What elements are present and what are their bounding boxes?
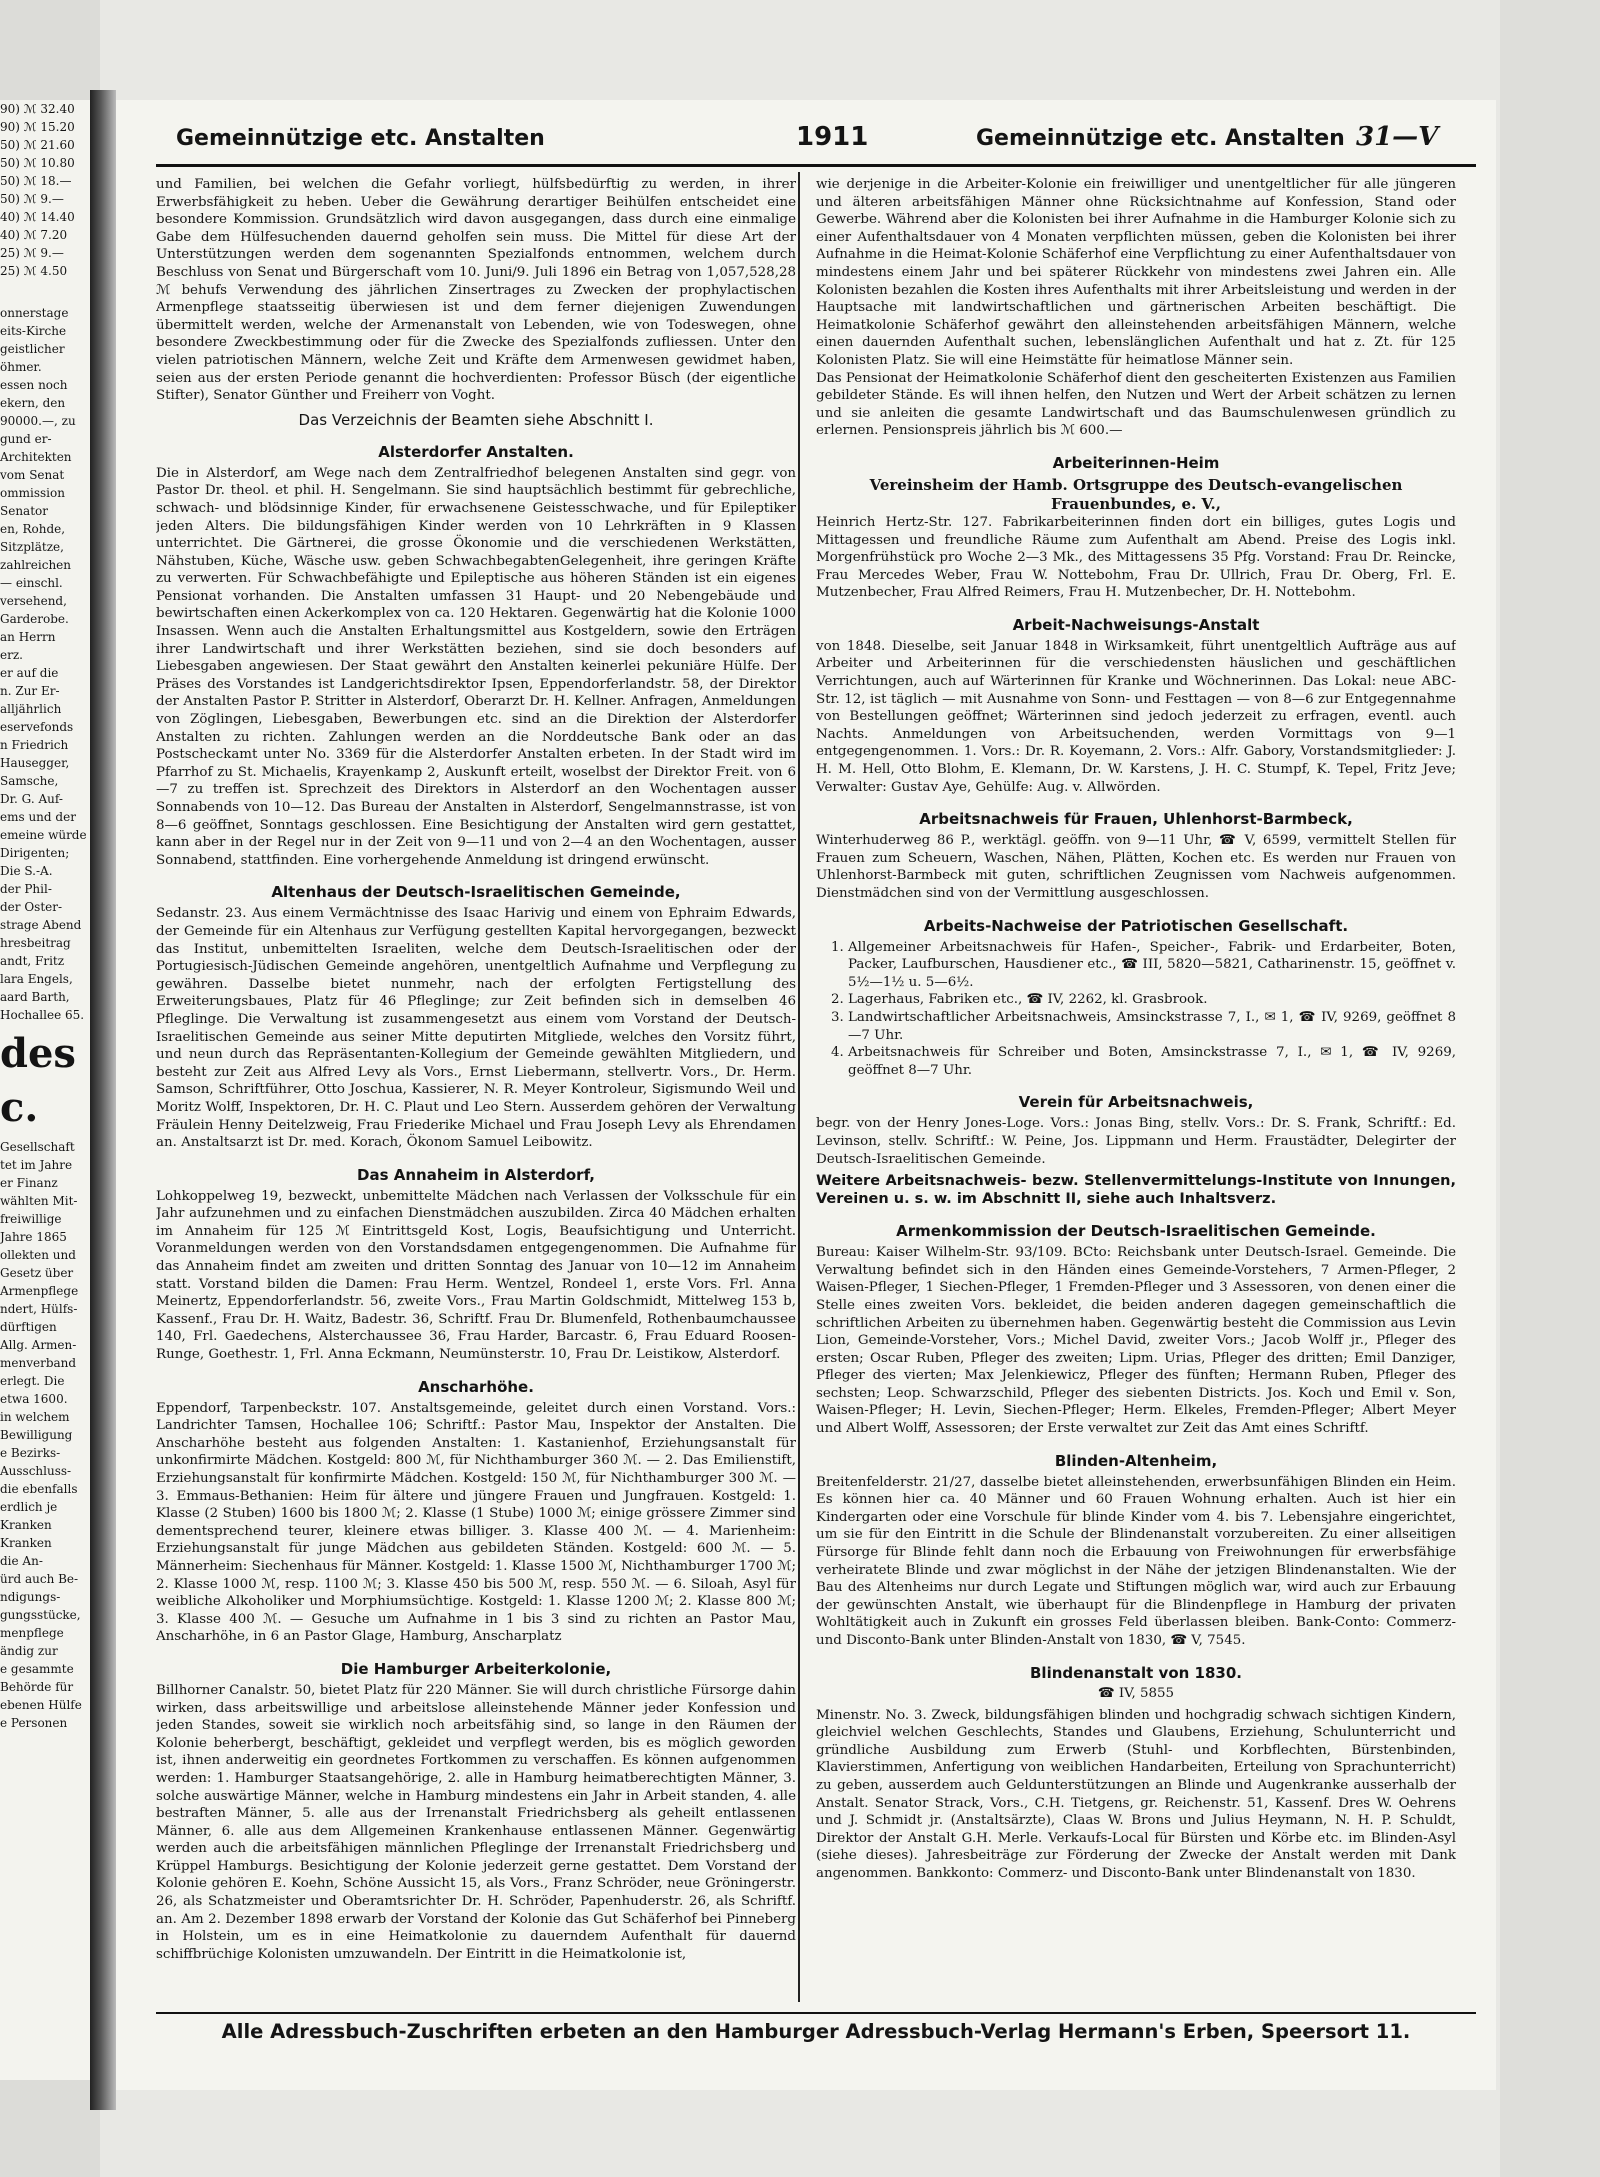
section-title: Arbeits-Nachweise der Patriotischen Gesellschaft.	[923, 916, 1349, 935]
strip-line: 90) ℳ 15.20	[0, 120, 75, 134]
strip-line: ndert, Hülfs-	[0, 1302, 78, 1316]
header-left-title: Gemeinnützige etc. Anstalten	[176, 126, 545, 151]
strip-line: geistlicher	[0, 342, 65, 356]
strip-line: ndigungs-	[0, 1590, 61, 1604]
strip-line: der Oster-	[0, 900, 63, 914]
strip-line: 40) ℳ 7.20	[0, 228, 68, 242]
strip-line: Die S.-A.	[0, 864, 53, 878]
strip-line: erdlich je	[0, 1500, 58, 1514]
header-rule	[156, 164, 1476, 167]
strip-line: in welchem	[0, 1410, 70, 1424]
weitere-note: Weitere Arbeitsnachweis- bezw. Stellenvermittelungs-Institute von Innungen, Vereinen u. s. w. im Abschnitt II, siehe auch Inhaltsverz.	[816, 1173, 1456, 1208]
beamten-note: Das Verzeichnis der Beamten siehe Abschnitt I.	[298, 410, 654, 429]
section-title: Armenkommission der Deutsch-Israelitischen Gemeinde.	[896, 1222, 1376, 1241]
footer-notice: Alle Adressbuch-Zuschriften erbeten an den Hamburger Adressbuch-Verlag Hermann's Erben, Speersort 11.	[156, 2012, 1476, 2056]
strip-line: c.	[0, 1084, 39, 1131]
section-arbeiterinnen-heim	[816, 454, 1456, 602]
column-divider	[798, 172, 800, 2002]
strip-line: — einschl.	[0, 576, 63, 590]
section-text: Sedanstr. 23. Aus einem Vermächtnisse des Isaac Harivig und einem von Ephraim Edwards, der Gemeinde für ein Altenhaus zur Verfügung gestellten Kapital hervorgegangen, bezweckt das Institut, unbemittelten Israeliten, welche dem Deutsch-Israelitischen oder der Portugiesisch-Jüdischen Gemeinde angehören, unentgeltlich Aufnahme und Verpflegung zu gewähren. Dasselbe bietet nunmehr, nach der erfolgten Fertigstellung des Erweiterungsbaues, Platz für 46 Pfleglinge; zur Zeit befinden sich in demselben 46 Pfleglinge. Die Verwaltung ist zusammengesetzt aus einem vom Vorstand der Deutsch-Israelitischen Gemeinde aus seiner Mitte deputirten Mitgliede, welches den Vorsitz führt, und neun durch das Repräsentanten-Kollegium der Gemeinde gewählten Mitgliedern, und besteht zur Zeit aus Alfred Levy als Vors., Ernst Liebermann, stellvertr. Vors., Dr. Herm. Samson, Schriftführer, Otto Joschua, Kassierer, N. R. Meyer Kontroleur, Sigismundo Weil und Moritz Wolff, Inspektoren, Dr. H. C. Plaut und Leo Stern. Ausserdem gehören der Verwaltung Fräulein Henny Deitelzweig, Frau Friederike Michael und Frau Joseph Levy als Ehrendamen an. Anstaltsarzt ist Dr. med. Korach, Ökonom Samuel Leibowitz.	[156, 906, 796, 1151]
section-text: Lohkoppelweg 19, bezweckt, unbemittelte Mädchen nach Verlassen der Volksschule für ein Jahr aufzunehmen und zu einfachen Dienstmädchen auszubilden. Zirca 40 Mädchen erhalten im Annaheim für 125 ℳ Eintrittsgeld Kost, Logis, Beaufsichtigung und Unterricht. Voranmeldungen werden von den Vorstandsdamen entgegengenommen. Die Aufnahme für das Annaheim findet am zweiten und dritten Sonntag des Januar von 10—12 im Annaheim statt. Vorstand bilden die Damen: Frau Herm. Wentzel, Rondeel 1, erste Vors. Frl. Anna Meinertz, Eppendorferlandstr. 56, zweite Vors., Frau Martin Goldschmidt, Mittelweg 153 b, Kassenf., Frau Dr. H. Waitz, Badestr. 36, Schriftf. Frau Dr. Blumenfeld, Rothenbaumchaussee 140, Frl. Gaedechens, Alsterchaussee 36, Frau Harder, Barcastr. 6, Frau Eduard Roosen-Runge, Goethestr. 1, Frl. Anna Eckmann, Neumünsterstr. 10, Frau Dr. Leistikow, Alsterdorf.	[156, 1188, 796, 1363]
strip-line: gund er-	[0, 432, 52, 446]
strip-line: alljährlich	[0, 702, 62, 716]
list-item: 1. Allgemeiner Arbeitsnachweis für Hafen-, Speicher-, Fabrik- und Erdarbeiter, Boten, Packer, Laufburschen, Hausdiener etc., ☎ III, 5820—5821, Catharinenstr. 15, geöffnet v. 5½—1½ u. 5—6½.	[848, 939, 1456, 992]
strip-line: eservefonds	[0, 720, 74, 734]
strip-line: lara Engels,	[0, 972, 73, 986]
section-title: Die Hamburger Arbeiterkolonie,	[340, 1659, 612, 1678]
strip-line: zahlreichen	[0, 558, 71, 572]
list-item: 4. Arbeitsnachweis für Schreiber und Boten, Amsinckstrasse 7, I., ✉ 1, ☎ IV, 9269, geöffnet 8—7 Uhr.	[848, 1044, 1456, 1079]
strip-line: n. Zur Er-	[0, 684, 60, 698]
strip-line: 50) ℳ 9.—	[0, 192, 64, 206]
strip-line: 50) ℳ 18.—	[0, 174, 72, 188]
strip-line: andt, Fritz	[0, 954, 65, 968]
phone-number: ☎ IV, 5855	[1097, 1685, 1175, 1701]
section-arbeit-nachweisungs-anstalt	[816, 616, 1456, 796]
section-armenwesen-intro	[156, 176, 796, 429]
strip-line: Kranken	[0, 1518, 52, 1532]
section-text: Breitenfelderstr. 21/27, dasselbe bietet alleinstehenden, erwerbsunfähigen Blinden ein Heim. Es können hier ca. 40 Männer und 60 Frauen Wohnung erhalten. Auch ist hier ein Kindergarten oder eine Vorschule für blinde Kinder vom 4. bis 7. Lebensjahre eingerichtet, um sie für den Eintritt in die Schule der Blindenanstalt vorzubereiten. Zu einer allseitigen Fürsorge für Blinde fehlt dann noch die Erbauung von Freiwohnungen für erwerbsfähige verheiratete Blinde und zwar möglichst in der Nähe der jetzigen Blindenanstalten. Wie der Bau des Altenheims nur durch Legate und Stiftungen möglich war, wird auch zur Erbauung der gewünschten Anstalt, wie überhaupt für die Blindenpflege in Hamburg der privaten Wohltätigkeit auch in Zukunft ein grosses Feld überlassen bleiben. Bank-Conto: Commerz- und Disconto-Bank unter Blinden-Anstalt von 1830, ☎ V, 7545.	[816, 1474, 1456, 1648]
section-text: von 1848. Dieselbe, seit Januar 1848 in Wirksamkeit, führt unentgeltlich Aufträge aus auf Arbeiter und Arbeiterinnen für die verschiedensten häuslichen und geschäftlichen Verrichtungen, auch auf Wärterinnen für Kranke und Wöchnerinnen. Das Lokal: neue ABC-Str. 12, ist täglich — mit Ausnahme von Sonn- und Festtagen — von 8—6 zur Entgegennahme von Bestellungen geöffnet; Wärterinnen sind jedoch jederzeit zu erfragen, eventl. auch Nachts. Anmeldungen von Arbeitsuchenden, werden Vormittags von 9—1 entgegengenommen. 1. Vors.: Dr. R. Koyemann, 2. Vors.: Alfr. Gabory, Vorstandsmitglieder: J. H. M. Hell, Otto Blohm, E. Klemann, Dr. W. Karstens, J. H. C. Stumpf, K. Tepel, Fritz Jeve; Verwalter: Gustav Aye, Gehülfe: Aug. v. Allwörden.	[816, 638, 1456, 795]
strip-line: ekern, den	[0, 396, 66, 410]
section-patriotische-gesellschaft	[816, 917, 1456, 1080]
strip-line: die An-	[0, 1554, 43, 1568]
section-title: Verein für Arbeitsnachweis,	[1018, 1093, 1254, 1112]
strip-line: des	[0, 1030, 76, 1077]
strip-line: dürftigen	[0, 1320, 57, 1334]
section-altenhaus	[156, 883, 796, 1151]
strip-line: Hausegger,	[0, 756, 70, 770]
strip-line: tet im Jahre	[0, 1158, 73, 1172]
strip-line: Hochallee 65.	[0, 1008, 85, 1022]
strip-line: er Finanz	[0, 1176, 58, 1190]
section-text: Minenstr. No. 3. Zweck, bildungsfähigen blinden und hochgradig schwach sichtigen Kindern, gleichviel welchen Geschlechts, Standes und Glaubens, Erziehung, Schulunterricht und gründliche Ausbildung zum Erwerb (Stuhl- und Korbflechten, Bürstenbinden, Klavierstimmen, Anfertigung von weiblichen Handarbeiten, Erteilung von Sprachunterricht) zu geben, ausserdem auch Geldunterstützungen an Blinde und Augenkranke ausserhalb der Anstalt. Senator Strack, Vors., C.H. Tietgens, gr. Reichenstr. 51, Kassenf. Dres W. Oehrens und J. Schmidt jr. (Anstaltsärzte), Claas W. Brons und Julius Heymann, N. H. P. Schuldt, Direktor der Anstalt G.H. Merle. Verkaufs-Local für Bürsten und Körbe etc. im Blinden-Asyl (siehe dieses). Jahresbeiträge zur Förderung der Zwecke der Anstalt werden mit Dank angenommen. Bankkonto: Commerz- und Disconto-Bank unter Blindenanstalt von 1830.	[816, 1707, 1456, 1881]
section-text: wie derjenige in die Arbeiter-Kolonie ein freiwilliger und unentgeltlicher für alle jüngeren und älteren arbeitsfähigen Männer ohne Rücksichtnahme auf Konfession, Stand oder Gewerbe. Während aber die Kolonisten bei ihrer Aufnahme in die Hamburger Kolonie sich zu einer Aufenthaltsdauer von 4 Monaten verpflichten müssen, geben die Kolonisten bei ihrer Aufnahme in die Heimat-Kolonie Schäferhof eine Verpflichtung zu einer Aufenthaltsdauer von mindestens einem Jahr und bei späterer Rückkehr von mindestens zwei Jahren ein. Alle Kolonisten bezahlen die Kosten ihres Aufenthalts mit ihrer Arbeitsleistung und werden in der Hauptsache mit landwirtschaftlichen und gärtnerischen Arbeiten beschäftigt. Die Heimatkolonie Schäferhof gewährt den alleinstehenden arbeitsfähigen Männern, welche einen dauernden Aufenthalt suchen, lebenslänglichen Aufenthalt und hat z. Zt. für 125 Kolonisten Platz. Sie will eine Heimstätte für heimatlose Männer sein.	[816, 177, 1456, 368]
section-arbeiterkolonie	[156, 1660, 796, 1964]
section-blinden-altenheim	[816, 1452, 1456, 1650]
strip-line: eits-Kirche	[0, 324, 67, 338]
strip-line: Sitzplätze,	[0, 540, 64, 554]
strip-line: 90000.—, zu	[0, 414, 76, 428]
strip-line: die ebenfalls	[0, 1482, 78, 1496]
book-gutter	[90, 90, 116, 2110]
section-text: Eppendorf, Tarpenbeckstr. 107. Anstaltsgemeinde, geleitet durch einen Vorstand. Vors.: Landrichter Tamsen, Hochallee 106; Schriftf.: Pastor Mau, Inspektor der Anstalten. Die Anscharhöhe besteht aus folgenden Anstalten: 1. Kastanienhof, Erziehungsanstalt für unkonfirmirte Mädchen. Kostgeld: 800 ℳ, für Nichthamburger 360 ℳ. — 2. Das Emilienstift, Erziehungsanstalt für konfirmirte Mädchen. Kostgeld: 150 ℳ, für Nichthamburger 300 ℳ. — 3. Emmaus-Bethanien: Heim für ältere und jüngere Frauen und Jungfrauen. Kostgeld: 1. Klasse (2 Stuben) 1600 bis 1800 ℳ; 2. Klasse (1 Stube) 1000 ℳ; einige grössere Zimmer sind dementsprechend teurer, kleinere etwas billiger. 3. Klasse 400 ℳ. — 4. Marienheim: Erziehungsanstalt für junge Mädchen aus gebildeten Ständen. Kostgeld: 600 ℳ. — 5. Männerheim: Siechenhaus für Männer. Kostgeld: 1. Klasse 1500 ℳ, Nichthamburger 1700 ℳ; 2. Klasse 1000 ℳ, resp. 1100 ℳ; 3. Klasse 450 bis 500 ℳ, resp. 550 ℳ. — 6. Siloah, Asyl für weibliche Alkoholiker und Morphiumsüchtige. Kostgeld: 1. Klasse 1200 ℳ; 2. Klasse 800 ℳ; 3. Klasse 400 ℳ. — Gesuche um Aufnahme in 1 bis 3 sind zu richten an Pastor Mau, Anscharhöhe, in 6 an Pastor Glage, Hamburg, Anscharplatz	[156, 1400, 796, 1645]
strip-line: erlegt. Die	[0, 1374, 65, 1388]
strip-line: versehend,	[0, 594, 67, 608]
section-text: begr. von der Henry Jones-Loge. Vors.: Jonas Bing, stellv. Vors.: Dr. S. Frank, Schriftf.: Ed. Levinson, stellv. Schriftf.: W. Peine, Jos. Lippmann und Herm. Fraustädter, Delegirter der Deutsch-Israelitischen Gemeinde.	[816, 1116, 1456, 1167]
section-title: Blindenanstalt von 1830.	[1030, 1663, 1242, 1682]
strip-line: en, Rohde,	[0, 522, 66, 536]
section-title: Arbeiterinnen-Heim	[1052, 453, 1220, 472]
strip-line: 50) ℳ 21.60	[0, 138, 75, 152]
section-title: Arbeitsnachweis für Frauen, Uhlenhorst-Barmbeck,	[919, 810, 1353, 829]
section-text: Winterhuderweg 86 P., werktägl. geöffn. von 9—11 Uhr, ☎ V, 6599, vermittelt Stellen für Frauen zum Scheuern, Waschen, Nähen, Plätten, Kochen etc. Es werden nur Frauen von Uhlenhorst-Barmbeck mit guten, schriftlichen Zeugnissen vom Nachweis aufgenommen. Dienstmädchen sind von der Vermittlung ausgeschlossen.	[816, 833, 1456, 901]
strip-line: e Bezirks-	[0, 1446, 61, 1460]
strip-line: ändig zur	[0, 1644, 58, 1658]
strip-line: öhmer.	[0, 360, 42, 374]
strip-line: ems und der	[0, 810, 76, 824]
strip-line: essen noch	[0, 378, 68, 392]
strip-line: e gesammte	[0, 1662, 74, 1676]
numbered-list	[816, 939, 1456, 1080]
adjacent-large-heading	[0, 1030, 90, 1132]
list-item: 3. Landwirtschaftlicher Arbeitsnachweis, Amsinckstrasse 7, I., ✉ 1, ☎ IV, 9269, geöffnet 8—7 Uhr.	[848, 1009, 1456, 1044]
section-subheading: Vereinsheim der Hamb. Ortsgruppe des Deutsch-evangelischen Frauenbundes, e. V.,	[869, 475, 1403, 513]
section-title: Arbeit-Nachweisungs-Anstalt	[1012, 615, 1260, 634]
strip-line: erz.	[0, 648, 23, 662]
section-arbeitsnachweis-frauen	[816, 810, 1456, 902]
strip-line: ollekten und	[0, 1248, 76, 1262]
strip-line: aard Barth,	[0, 990, 70, 1004]
strip-line: Kranken	[0, 1536, 52, 1550]
strip-line: ommission	[0, 486, 65, 500]
section-title: Das Annaheim in Alsterdorf,	[357, 1165, 595, 1184]
strip-line: Allg. Armen-	[0, 1338, 77, 1352]
section-annaheim	[156, 1166, 796, 1364]
adjacent-price-lines	[0, 100, 90, 280]
section-title: Alsterdorfer Anstalten.	[378, 442, 574, 461]
strip-line: vom Senat	[0, 468, 65, 482]
strip-line: Jahre 1865	[0, 1230, 67, 1244]
pensionat-text: Das Pensionat der Heimatkolonie Schäferhof dient den gescheiterten Existenzen aus Familien gebildeter Stände. Es will ihnen helfen, den Nutzen und Wert der Arbeit schätzen zu lernen und sie anleiten die gesamte Landwirtschaft und das Baumschulenwesen gründlich zu erlernen. Pensionspreis jährlich bis ℳ 600.—	[816, 370, 1456, 439]
strip-line: Dirigenten;	[0, 846, 70, 860]
strip-line: 25) ℳ 4.50	[0, 264, 68, 278]
strip-line: hresbeitrag	[0, 936, 71, 950]
strip-line: an Herrn	[0, 630, 56, 644]
section-title: Blinden-Altenheim,	[1054, 1451, 1218, 1470]
strip-line: ürd auch Be-	[0, 1572, 79, 1586]
strip-line: menverband	[0, 1356, 77, 1370]
strip-line: gungsstücke,	[0, 1608, 81, 1622]
left-column	[156, 176, 796, 2001]
strip-line: Senator	[0, 504, 48, 518]
section-alsterdorf	[156, 443, 796, 870]
strip-line: freiwillige	[0, 1212, 62, 1226]
header-year: 1911	[796, 122, 869, 152]
section-text: Billhorner Canalstr. 50, bietet Platz für 220 Männer. Sie will durch christliche Fürsorge dahin wirken, dass arbeitswillige und arbeitslose alleinstehende Männer jeder Konfession und jeden Standes, soweit sie wirklich noch arbeitsfähig sind, so lange in den Räumen der Kolonie beherbergt, beschäftigt, gekleidet und verpflegt werden, bis es möglich geworden ist, ihnen anderweitig ein geordnetes Fortkommen zu verschaffen. Es können aufgenommen werden: 1. Hamburger Staatsangehörige, 2. alle in Hamburg heimatberechtigten Männer, 3. solche auswärtige Männer, welche in Hamburg mindestens ein Jahr in Arbeit standen, 4. alle bestraften Männer, 5. alle aus der Irrenanstalt Friedrichsberg als geheilt entlassenen Männer, 6. alle aus dem Allgemeinen Krankenhause entlassenen Männer. Gegenwärtig werden auch die arbeitsfähigen männlichen Pfleglinge der Irrenanstalt Friedrichsberg und Krüppel Hamburgs. Besichtigung der Kolonie jederzeit gerne gestattet. Dem Vorstand der Kolonie gehören E. Koehn, Schöne Aussicht 15, als Vors., Franz Schröder, neue Gröningerstr. 26, als Schatzmeister und Oberamtsrichter Dr. H. Schröder, Papenhuderstr. 26, als Schriftf. an. Am 2. Dezember 1898 erwarb der Vorstand der Kolonie das Gut Schäferhof bei Pinneberg in Holstein, um es in eine Heimatkolonie zu dauerndem Aufenthalt für dauernd schiffbrüchige Kolonisten umzuwandeln. Der Eintritt in die Heimatkolonie ist,	[156, 1682, 796, 1962]
section-text: Bureau: Kaiser Wilhelm-Str. 93/109. BCto: Reichsbank unter Deutsch-Israel. Gemeinde. Die Verwaltung befindet sich in den Händen eines Gemeinde-Vorstehers, 7 Armen-Pfleger, 2 Waisen-Pfleger, 1 Siechen-Pfleger, 1 Fremden-Pfleger und 3 Assessoren, von denen einer die Stelle eines zweiten Vors. bekleidet, die beiden anderen dagegen gemeinschaftlich die schriftlichen Arbeiten zu übernehmen haben. Gegenwärtig besteht die Commission aus Levin Lion, Gemeinde-Vorsteher, Vors.; Michel David, zweiter Vors.; Jacob Wolff jr., Pfleger des ersten; Oscar Ruben, Pfleger des zweiten; Lipm. Urias, Pfleger des dritten; Emil Danziger, Pfleger des vierten; Max Jelenkiewicz, Pfleger des fünften; Hermann Ruben, Pfleger des sechsten; Leop. Schwarzschild, Pfleger des siebenten Districts. Jos. Koch und Emil v. Son, Waisen-Pfleger; H. Levin, Siechen-Pfleger; Herm. Elkeles, Fremden-Pfleger; Albert Meyer und Albert Wolff, Assessoren; der Erste verwaltet zur Zeit das Amt eines Schriftf.	[816, 1245, 1456, 1437]
list-item: 2. Lagerhaus, Fabriken etc., ☎ IV, 2262, kl. Grasbrook.	[848, 991, 1456, 1009]
header-right-title: Gemeinnützige etc. Anstalten	[976, 126, 1345, 151]
strip-line: Ausschluss-	[0, 1464, 72, 1478]
strip-line: Gesetz über	[0, 1266, 74, 1280]
strip-line: Armenpflege	[0, 1284, 79, 1298]
section-text: Heinrich Hertz-Str. 127. Fabrikarbeiterinnen finden dort ein billiges, gutes Logis und Mittagessen und freundliche Räume zum Aufenthalt am Abend. Preise des Logis inkl. Morgenfrühstück pro Woche 2—3 Mk., des Mittagessens 35 Pfg. Vorstand: Frau Dr. Reincke, Frau Mercedes Weber, Frau W. Nottebohm, Frau Dr. Ullrich, Frau Dr. Oberg, Frl. E. Mutzenbecher, Frau Alfred Reimers, Frau H. Mutzenbecher, Dr. H. Nottebohm.	[816, 514, 1456, 601]
strip-line: Behörde für	[0, 1680, 74, 1694]
adjacent-text-lines	[0, 304, 90, 1024]
section-text: Die in Alsterdorf, am Wege nach dem Zentralfriedhof belegenen Anstalten sind gegr. von Pastor Dr. theol. et phil. H. Sengelmann. Sie sind hauptsächlich bestimmt für gebrechliche, schwach- und blödsinnige Kinder, für erwachsenene Geistesschwache, und für Epileptiker jeden Alters. Die bildungsfähigen Kinder werden von 10 Lehrkräften in 9 Klassen unterrichtet. Die Gärtnerei, die grosse Ökonomie und die verschiedenen Werkstätten, Nähstuben, Küche, Wäsche usw. geben SchwachbegabtenGelegenheit, ihre geringen Kräfte zu verwerten. Für Schwachbefähigte und Epileptische aus höheren Ständen ist ein eigenes Pensionat vorhanden. Die Anstalten umfassen 31 Haupt- und 20 Nebengebäude und bewirtschaften einen Ackerkomplex von ca. 120 Hektaren. Gegenwärtig hat die Kolonie 1000 Insassen. Wenn auch die Anstalten Erhaltungsmittel aus Kostgeldern, sowie den Erträgen ihrer Landwirtschaft und ihrer Werkstätten beziehen, sind sie doch besonders auf Liebesgaben angewiesen. Der Staat gewährt den Anstalten keinerlei pekuniäre Hülfe. Der Präses des Vorstandes ist Landgerichtsdirektor Ipsen, Eppendorferlandstr. 58, der Direktor der Anstalten Pastor P. Stritter in Alsterdorf, Oberarzt Dr. H. Kellner. Anfragen, Anmeldungen von Zöglingen, Liebesgaben, Bewerbungen etc. sind an die Direktion der Alsterdorfer Anstalten zu richten. Zahlungen werden an die Norddeutsche Bank oder an das Postscheckamt unter No. 3369 für die Alsterdorfer Anstalten erbeten. In der Stadt wird im Pfarrhof zu St. Michaelis, Krayenkamp 2, Auskunft erteilt, woselbst der Direktor Freit. von 6—7 zu treffen ist. Sprechzeit des Direktors in Alsterdorf an den Wochentagen ausser Sonnabends von 10—12. Das Bureau der Anstalten in Alsterdorf, Sengelmannstrasse, ist von 8—6 geöffnet, Sonntags geschlossen. Eine Besichtigung der Anstalten wird gern gestattet, kann aber in der Regel nur in der Zeit von 9—11 und von 2—4 an den Wochentagen, ausser Sonnabend, stattfinden. Eine vorhergehende Anmeldung ist dringend erwünscht.	[156, 465, 796, 868]
strip-line: onnerstage	[0, 306, 69, 320]
section-blindenanstalt-1830	[816, 1664, 1456, 1883]
strip-line: der Phil-	[0, 882, 52, 896]
strip-line: wählten Mit-	[0, 1194, 78, 1208]
strip-line: 40) ℳ 14.40	[0, 210, 75, 224]
strip-line: menpflege	[0, 1626, 64, 1640]
strip-line: Dr. G. Auf-	[0, 792, 63, 806]
adjacent-text-lines-lower	[0, 1138, 90, 1732]
section-title: Altenhaus der Deutsch-Israelitischen Gemeinde,	[271, 883, 681, 902]
right-column	[816, 176, 1456, 2001]
strip-line: 90) ℳ 32.40	[0, 102, 75, 116]
page-number: 31—V	[1356, 122, 1439, 152]
section-verein-arbeitsnachweis	[816, 1093, 1456, 1208]
section-title: Anscharhöhe.	[418, 1377, 534, 1396]
strip-line: e Personen	[0, 1716, 68, 1730]
strip-line: strage Abend	[0, 918, 82, 932]
strip-line: er auf die	[0, 666, 59, 680]
strip-line: emeine würde	[0, 828, 87, 842]
adjacent-page-strip	[0, 100, 90, 2080]
strip-line: ebenen Hülfe	[0, 1698, 82, 1712]
strip-line: Gesellschaft	[0, 1140, 75, 1154]
strip-line: 50) ℳ 10.80	[0, 156, 75, 170]
strip-line: 25) ℳ 9.—	[0, 246, 64, 260]
strip-line: Garderobe.	[0, 612, 69, 626]
strip-line: Architekten	[0, 450, 72, 464]
strip-line: Bewilligung	[0, 1428, 73, 1442]
section-armenkommission	[816, 1222, 1456, 1438]
section-arbeiterkolonie-continued	[816, 176, 1456, 440]
running-header	[156, 118, 1476, 158]
intro-text: und Familien, bei welchen die Gefahr vorliegt, hülfsbedürftig zu werden, in ihrer Erwerbsfähigkeit zu heben. Ueber die Gewährung derartiger Beihülfen entscheidet eine besondere Kommission. Grundsätzlich wird davon ausgegangen, dass durch eine einmalige Gabe dem Hülfesuchenden dauernd geholfen sein muss. Die Mittel für diese Art der Unterstützungen werden dem sogenannten Spezialfonds entnommen, welchem durch Beschluss von Senat und Bürgerschaft vom 10. Juni/9. Juli 1896 ein Betrag von 1,057,528,28 ℳ behufs Verwendung des jährlichen Zinsertrages zu Zwecken der prophylactischen Armenpflege staatsseitig überwiesen ist und dem ferner diejenigen Zuwendungen übermittelt werden, welche der Armenanstalt von Lebenden, wie von Todeswegen, ohne besondere Zweckbestimmung oder für die Zwecke des Spezialfonds zufliessen. Unter den vielen patriotischen Männern, welche Zeit und Kräfte dem Armenwesen gewidmet haben, seien aus der ersten Periode genannt die hochverdienten: Professor Büsch (der eigentliche Stifter), Senator Günther und Freiherr von Voght.	[156, 177, 796, 404]
directory-page	[116, 100, 1496, 2090]
scan-margin-right	[1500, 0, 1600, 2177]
strip-line: Samsche,	[0, 774, 59, 788]
strip-line: etwa 1600.	[0, 1392, 68, 1406]
strip-line: n Friedrich	[0, 738, 69, 752]
section-anscharhoehe	[156, 1378, 796, 1646]
